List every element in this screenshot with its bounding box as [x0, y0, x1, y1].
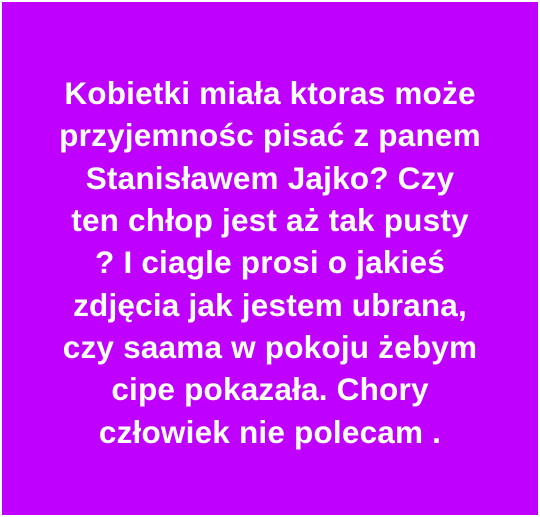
post-text-line: Kobietki miała ktoras może — [64, 75, 476, 112]
post-text-line: czy saama w pokoju żebym — [62, 328, 478, 365]
text-post-card — [2, 2, 538, 515]
post-text-line: przyjemnośc pisać z panem — [59, 117, 481, 154]
post-text-line: ten chłop jest aż tak pusty — [71, 202, 469, 239]
post-text-line: Stanisławem Jajko? Czy — [85, 159, 455, 196]
post-text-line: człowiek nie polecam . — [98, 413, 442, 450]
post-text-line: zdjęcia jak jestem ubrana, — [73, 286, 467, 323]
post-text-line: cipe pokazała. Chory — [111, 371, 429, 408]
post-text — [20, 72, 520, 453]
post-text-line: ? I ciagle prosi o jakieś — [95, 244, 445, 281]
